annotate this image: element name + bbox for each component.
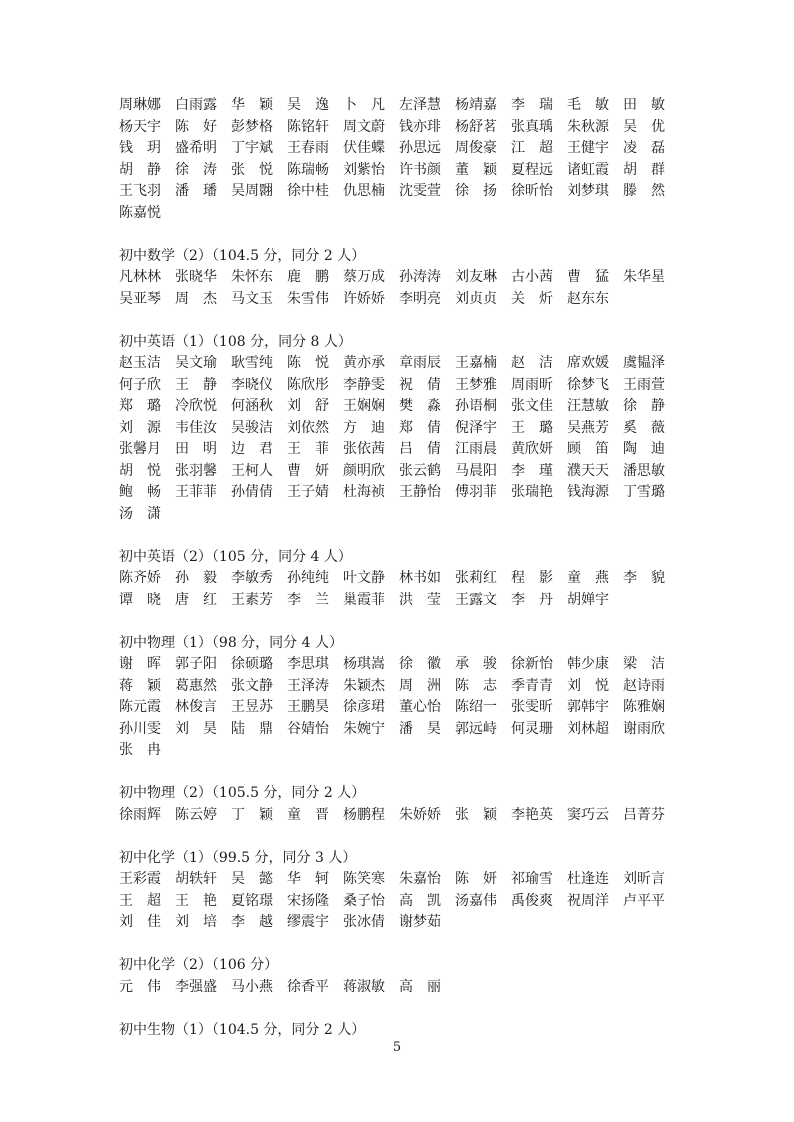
student-name: 陈嘉悦 <box>119 204 161 221</box>
student-name: 倪泽宇 <box>455 419 497 436</box>
student-name: 李思琪 <box>287 656 329 672</box>
student-name: 李 丹 <box>511 591 553 608</box>
student-name: 诸虹霞 <box>567 161 609 178</box>
student-name: 陈 志 <box>455 677 497 694</box>
name-row <box>119 461 679 483</box>
page-number: 5 <box>392 1040 402 1055</box>
student-name: 陶 迪 <box>623 441 665 457</box>
student-name: 朱雪伟 <box>287 290 329 307</box>
name-row <box>119 697 679 719</box>
student-name: 张云鹤 <box>399 462 441 479</box>
student-name: 丁雪璐 <box>623 484 665 500</box>
student-name: 王昱苏 <box>231 699 273 715</box>
student-name: 谷婧怡 <box>287 720 329 737</box>
name-row <box>119 289 679 311</box>
student-name: 朱颖杰 <box>343 677 385 694</box>
student-name: 胡 悦 <box>119 462 161 479</box>
student-name: 宋扬隆 <box>287 892 329 909</box>
student-name: 李敏秀 <box>231 570 273 586</box>
student-name: 周俊豪 <box>455 140 497 156</box>
student-name: 江雨晨 <box>455 441 497 457</box>
student-name: 巢霞菲 <box>343 591 385 608</box>
student-name: 耿雪纯 <box>231 355 273 371</box>
student-name: 颜明欣 <box>343 462 385 479</box>
student-name: 徐中桂 <box>287 183 329 199</box>
student-name: 毛 敏 <box>567 97 609 113</box>
student-name: 刘梦琪 <box>567 183 609 199</box>
name-row <box>119 676 679 698</box>
section-spacer <box>119 998 679 1020</box>
student-name: 王子婧 <box>287 484 329 500</box>
student-name: 陈齐娇 <box>119 570 161 586</box>
student-name: 吴 逸 <box>287 97 329 113</box>
student-name: 陈云婷 <box>175 806 217 823</box>
student-name: 李晓仪 <box>231 376 273 393</box>
student-name: 许娇娇 <box>343 290 385 307</box>
section-title: 初中物理（1）（98 分，同分 4 人） <box>119 634 343 651</box>
student-name: 盛希明 <box>175 140 217 156</box>
student-name: 王娴娴 <box>343 398 385 414</box>
student-name: 朱秋源 <box>567 118 609 135</box>
student-name: 汤 潇 <box>119 505 161 522</box>
student-name: 章雨辰 <box>399 355 441 371</box>
student-name: 彭梦格 <box>231 118 273 135</box>
name-row <box>119 805 679 827</box>
name-row <box>119 353 679 375</box>
student-name: 田 敏 <box>623 97 665 113</box>
student-name: 徐彦珺 <box>343 699 385 715</box>
student-name: 王嘉楠 <box>455 355 497 371</box>
student-name: 叶文静 <box>343 570 385 586</box>
student-name: 孙思远 <box>399 140 441 156</box>
student-name: 陈 悦 <box>287 355 329 371</box>
student-name: 林书如 <box>399 570 441 586</box>
student-name: 王柯人 <box>231 462 273 479</box>
student-name: 李明亮 <box>399 290 441 307</box>
student-name: 马小燕 <box>231 978 273 995</box>
student-name: 刘友琳 <box>455 269 497 285</box>
name-row <box>119 869 679 891</box>
name-row <box>119 568 679 590</box>
student-name: 程 影 <box>511 570 553 586</box>
student-name: 何灵珊 <box>511 720 553 737</box>
student-name: 孙语桐 <box>455 398 497 414</box>
student-name: 赵诗雨 <box>623 677 665 694</box>
student-name: 张馨月 <box>119 441 161 457</box>
student-name: 吴 优 <box>623 118 665 135</box>
section-title: 初中数学（2）（104.5 分，同分 2 人） <box>119 247 366 264</box>
student-name: 刘 佳 <box>119 914 161 930</box>
student-name: 徐 涛 <box>175 161 217 178</box>
student-name: 季青青 <box>511 677 553 694</box>
student-name: 谢梦茹 <box>399 914 441 930</box>
student-name: 钱亦琲 <box>399 118 441 135</box>
student-name: 奚 薇 <box>623 419 665 436</box>
student-name: 何涵秋 <box>231 398 273 414</box>
name-row <box>119 482 679 504</box>
student-name: 桑子怡 <box>343 892 385 909</box>
student-name: 陈笑寒 <box>343 871 385 887</box>
student-name: 朱怀东 <box>231 269 273 285</box>
student-name: 杨琪嵩 <box>343 656 385 672</box>
student-name: 刘 舒 <box>287 398 329 414</box>
student-name: 仇思楠 <box>343 183 385 199</box>
student-name: 张晓华 <box>175 269 217 285</box>
student-name: 王 璐 <box>511 419 553 436</box>
student-name: 冷欣悦 <box>175 398 217 414</box>
student-name: 伏佳蝶 <box>343 140 385 156</box>
student-name: 王静怡 <box>399 484 441 500</box>
student-name: 李艳英 <box>511 806 553 823</box>
student-name: 董心怡 <box>399 699 441 715</box>
student-name: 曹 猛 <box>567 269 609 285</box>
student-name: 刘依然 <box>287 419 329 436</box>
student-name: 徐硕璐 <box>231 656 273 672</box>
student-name: 张文静 <box>231 677 273 694</box>
name-row <box>119 203 679 225</box>
student-name: 关 炘 <box>511 290 553 307</box>
student-name: 刘林超 <box>567 720 609 737</box>
student-name: 陈绍一 <box>455 699 497 715</box>
student-name: 王梦雅 <box>455 376 497 393</box>
student-name: 左泽慧 <box>399 97 441 113</box>
student-name: 王鹏昊 <box>287 699 329 715</box>
section-spacer <box>119 611 679 633</box>
student-name: 潘思敏 <box>623 462 665 479</box>
student-name: 葛惠然 <box>175 677 217 694</box>
student-name: 祝 倩 <box>399 376 441 393</box>
student-name: 刘 培 <box>175 914 217 930</box>
student-name: 何子欣 <box>119 376 161 393</box>
name-row <box>119 891 679 913</box>
student-name: 王 艳 <box>175 892 217 909</box>
student-name: 鹿 鹏 <box>287 269 329 285</box>
student-name: 吴文瑜 <box>175 355 217 371</box>
student-name: 陈 好 <box>175 118 217 135</box>
name-row <box>119 117 679 139</box>
student-name: 李 瑾 <box>511 462 553 479</box>
student-name: 高 丽 <box>399 978 441 995</box>
name-row <box>119 267 679 289</box>
student-name: 蔡万成 <box>343 269 385 285</box>
student-name: 吴骏洁 <box>231 419 273 436</box>
student-name: 杨天宇 <box>119 118 161 135</box>
student-name: 卢平平 <box>623 892 665 909</box>
student-name: 郑 倩 <box>399 419 441 436</box>
student-name: 江 超 <box>511 140 553 156</box>
student-name: 潘 璠 <box>175 183 217 199</box>
name-row <box>119 912 679 934</box>
student-name: 赵东东 <box>567 290 609 307</box>
student-name: 李强盛 <box>175 978 217 995</box>
student-name: 孙川雯 <box>119 720 161 737</box>
student-name: 田 明 <box>175 441 217 457</box>
student-name: 郑 璐 <box>119 398 161 414</box>
student-name: 丁宇斌 <box>231 140 273 156</box>
student-name: 黄亦承 <box>343 355 385 371</box>
student-name: 刘昕言 <box>623 871 665 887</box>
document-body <box>119 95 679 1041</box>
student-name: 张 颖 <box>455 806 497 823</box>
student-name: 刘 源 <box>119 419 161 436</box>
student-name: 祁瑜雪 <box>511 871 553 887</box>
name-row <box>119 719 679 741</box>
name-row <box>119 590 679 612</box>
student-name: 韩少康 <box>567 656 609 672</box>
student-name: 凌 磊 <box>623 140 665 156</box>
student-name: 张文佳 <box>511 398 553 414</box>
name-row <box>119 396 679 418</box>
student-name: 朱娇娇 <box>399 806 441 823</box>
name-row <box>119 977 679 999</box>
student-name: 缪震宇 <box>287 914 329 930</box>
student-name: 曹 妍 <box>287 462 329 479</box>
student-name: 孙 毅 <box>175 570 217 586</box>
student-name: 高 凯 <box>399 892 441 909</box>
student-name: 吴亚琴 <box>119 290 161 307</box>
student-name: 张真瑀 <box>511 118 553 135</box>
student-name: 丁 颖 <box>231 806 273 823</box>
student-name: 杨靖嘉 <box>455 97 497 113</box>
section-spacer <box>119 934 679 956</box>
student-name: 王泽涛 <box>287 677 329 694</box>
student-name: 徐梦飞 <box>567 376 609 393</box>
student-name: 禹俊爽 <box>511 892 553 909</box>
student-name: 陈瑞畅 <box>287 161 329 178</box>
section-title: 初中物理（2）（105.5 分，同分 2 人） <box>119 785 366 801</box>
student-name: 徐新怡 <box>511 656 553 672</box>
name-row <box>119 654 679 676</box>
student-name: 张依茜 <box>343 441 385 457</box>
student-name: 傅羽菲 <box>455 484 497 500</box>
section-title: 初中英语（2）（105 分，同分 4 人） <box>119 548 352 565</box>
student-name: 周文蔚 <box>343 118 385 135</box>
student-name: 徐昕怡 <box>511 183 553 199</box>
student-name: 陈 妍 <box>455 871 497 887</box>
student-name: 张 冉 <box>119 742 161 758</box>
student-name: 汤嘉伟 <box>455 892 497 909</box>
student-name: 夏程远 <box>511 161 553 178</box>
section-spacer <box>119 310 679 332</box>
student-name: 王 静 <box>175 376 217 393</box>
student-name: 郭韩宇 <box>567 699 609 715</box>
student-name: 胡婵宇 <box>567 591 609 608</box>
student-name: 李 瑞 <box>511 97 553 113</box>
section-spacer <box>119 826 679 848</box>
student-name: 黄欣妍 <box>511 441 553 457</box>
student-name: 徐雨辉 <box>119 806 161 823</box>
student-name: 陆 鼎 <box>231 720 273 737</box>
student-name: 童 燕 <box>567 570 609 586</box>
student-name: 王春雨 <box>287 140 329 156</box>
student-name: 承 骏 <box>455 656 497 672</box>
name-row <box>119 181 679 203</box>
student-name: 刘 悦 <box>567 677 609 694</box>
student-name: 张雯昕 <box>511 699 553 715</box>
student-name: 吴 懿 <box>231 871 273 887</box>
name-row <box>119 138 679 160</box>
student-name: 滕 然 <box>623 183 665 199</box>
student-name: 顾 笛 <box>567 441 609 457</box>
student-name: 洪 莹 <box>399 591 441 608</box>
student-name: 孙纯纯 <box>287 570 329 586</box>
student-name: 潘 昊 <box>399 720 441 737</box>
student-name: 王健宇 <box>567 140 609 156</box>
student-name: 王菲菲 <box>175 484 217 500</box>
student-name: 祝周洋 <box>567 892 609 909</box>
student-name: 杨舒茗 <box>455 118 497 135</box>
section-title: 初中化学（2）（106 分） <box>119 957 279 973</box>
student-name: 汪慧敏 <box>567 398 609 414</box>
section-spacer <box>119 762 679 784</box>
student-name: 华 颖 <box>231 97 273 113</box>
student-name: 朱婉宁 <box>343 720 385 737</box>
student-name: 谢 晖 <box>119 656 161 672</box>
student-name: 周雨昕 <box>511 376 553 393</box>
student-name: 边 君 <box>231 441 273 457</box>
student-name: 方 迪 <box>343 419 385 436</box>
student-name: 蒋 颖 <box>119 677 161 694</box>
student-name: 张 悦 <box>231 161 273 178</box>
student-name: 吴周翾 <box>231 183 273 199</box>
student-name: 董 颖 <box>455 161 497 178</box>
student-name: 王露文 <box>455 591 497 608</box>
name-row <box>119 375 679 397</box>
student-name: 周琳娜 <box>119 97 161 113</box>
student-name: 刘贞贞 <box>455 290 497 307</box>
name-row <box>119 160 679 182</box>
student-name: 鲍 畅 <box>119 484 161 500</box>
student-name: 孙倩倩 <box>231 484 273 500</box>
student-name: 钱 玥 <box>119 140 161 156</box>
section-title: 初中英语（1）（108 分，同分 8 人） <box>119 333 352 350</box>
student-name: 华 轲 <box>287 871 329 887</box>
student-name: 胡轶轩 <box>175 871 217 887</box>
section-title: 初中化学（1）（99.5 分，同分 3 人） <box>119 849 357 866</box>
student-name: 夏铭璟 <box>231 892 273 909</box>
name-row <box>119 504 679 526</box>
student-name: 杜逢连 <box>567 871 609 887</box>
student-name: 卜 凡 <box>343 97 385 113</box>
student-name: 凡林林 <box>119 269 161 285</box>
student-name: 濮天天 <box>567 462 609 479</box>
student-name: 窦巧云 <box>567 806 609 823</box>
student-name: 唐 红 <box>175 591 217 608</box>
student-name: 孙涛涛 <box>399 269 441 285</box>
student-name: 樊 淼 <box>399 398 441 414</box>
student-name: 杨鹏程 <box>343 806 385 823</box>
student-name: 徐 徽 <box>399 656 441 672</box>
student-name: 王 超 <box>119 892 161 909</box>
student-name: 刘紫怡 <box>343 161 385 178</box>
student-name: 张冰倩 <box>343 914 385 930</box>
student-name: 李静雯 <box>343 376 385 393</box>
student-name: 徐 静 <box>623 398 665 414</box>
student-name: 马晨阳 <box>455 462 497 479</box>
student-name: 陈雅娴 <box>623 699 665 715</box>
student-name: 陈元霞 <box>119 699 161 715</box>
student-name: 陈欣彤 <box>287 376 329 393</box>
student-name: 梁 洁 <box>623 656 665 672</box>
student-name: 周 洲 <box>399 677 441 694</box>
student-name: 郭远峙 <box>455 720 497 737</box>
section-title: 初中生物（1）（104.5 分，同分 2 人） <box>119 1021 366 1038</box>
student-name: 王 菲 <box>287 441 329 457</box>
student-name: 张莉红 <box>455 570 497 586</box>
student-name: 陈铭轩 <box>287 118 329 135</box>
student-name: 元 伟 <box>119 978 161 995</box>
student-name: 韦佳汝 <box>175 419 217 436</box>
name-row <box>119 95 679 117</box>
student-name: 吴燕芳 <box>567 419 609 436</box>
student-name: 杜海祯 <box>343 484 385 500</box>
student-name: 王雨萱 <box>623 376 665 393</box>
student-name: 谢雨欣 <box>623 720 665 737</box>
student-name: 王素芳 <box>231 591 273 608</box>
student-name: 刘 昊 <box>175 720 217 737</box>
student-name: 吕菁芬 <box>623 806 665 823</box>
section-spacer <box>119 224 679 246</box>
student-name: 李 越 <box>231 914 273 930</box>
student-name: 赵 洁 <box>511 355 553 371</box>
student-name: 李 貌 <box>623 570 665 586</box>
name-row <box>119 418 679 440</box>
student-name: 郭子阳 <box>175 656 217 672</box>
student-name: 吕 倩 <box>399 441 441 457</box>
student-name: 古小茜 <box>511 269 553 285</box>
student-name: 许书颜 <box>399 161 441 178</box>
student-name: 马文玉 <box>231 290 273 307</box>
student-name: 胡 群 <box>623 161 665 178</box>
name-row <box>119 439 679 461</box>
student-name: 钱海源 <box>567 484 609 500</box>
section-spacer <box>119 525 679 547</box>
student-name: 席欢媛 <box>567 355 609 371</box>
student-name: 周 杰 <box>175 290 217 307</box>
student-name: 童 晋 <box>287 806 329 823</box>
name-row <box>119 740 679 762</box>
student-name: 徐 扬 <box>455 183 497 199</box>
student-name: 胡 静 <box>119 161 161 178</box>
student-name: 谭 晓 <box>119 591 161 608</box>
student-name: 张瑞艳 <box>511 484 553 500</box>
student-name: 朱嘉怡 <box>399 871 441 887</box>
student-name: 王彩霞 <box>119 871 161 887</box>
student-name: 张羽馨 <box>175 462 217 479</box>
student-name: 李 兰 <box>287 591 329 608</box>
student-name: 徐香平 <box>287 978 329 995</box>
student-name: 白雨露 <box>175 97 217 113</box>
student-name: 蒋淑敏 <box>343 978 385 995</box>
student-name: 朱华星 <box>623 269 665 285</box>
student-name: 虞韫泽 <box>623 355 665 371</box>
student-name: 王飞羽 <box>119 183 161 199</box>
student-name: 沈雯萱 <box>399 183 441 199</box>
student-name: 林俊言 <box>175 699 217 715</box>
student-name: 赵玉洁 <box>119 355 161 371</box>
